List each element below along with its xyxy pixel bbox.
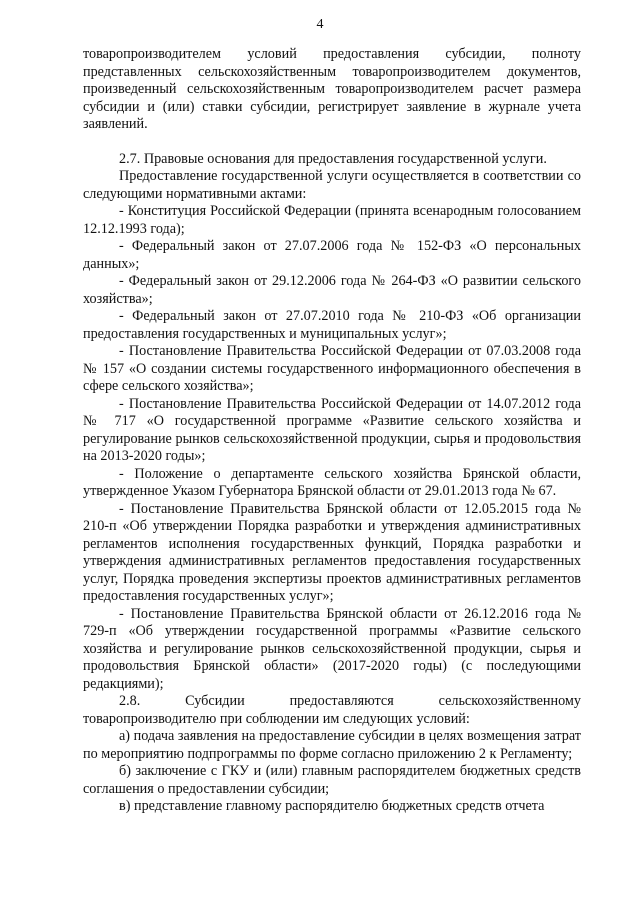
list-item-law-210: - Федеральный закон от 27.07.2010 года № 210-ФЗ «Об организации предоставления государственных и муниципальных услуг»; (83, 308, 581, 342)
condition-item-b: б) заключение с ГКУ и (или) главным распорядителем бюджетных средств соглашения о предоставлении субсидии; (83, 763, 581, 797)
section-heading-2-7: 2.7. Правовые основания для предоставления государственной услуги. (119, 150, 547, 167)
list-item-department-regulation: - Положение о департаменте сельского хозяйства Брянской области, утвержденное Указом Губернатора Брянской области от 29.01.2013 года № 67. (83, 465, 581, 499)
condition-item-c: в) представление главному распорядителю бюджетных средств отчета (119, 798, 545, 814)
list-item-resolution-729-p: - Постановление Правительства Брянской области от 26.12.2016 года № 729-п «Об утверждении государственной программы «Развитие сельского хозяйства и регулирование рынков сельскохозяйственной продукции, сырья и продовольствия Брянской области» (2017-2020 годы) (с последующими редакциями); (83, 605, 581, 692)
list-item-resolution-157: - Постановление Правительства Российской Федерации от 07.03.2008 года № 157 «О создании системы государственного информационного обеспечения в сфере сельского хозяйства»; (83, 343, 581, 394)
page-number: 4 (316, 17, 324, 32)
list-item-constitution: - Конституция Российской Федерации (принята всенародным голосованием 12.12.1993 года); (83, 203, 581, 237)
list-item-resolution-717: - Постановление Правительства Российской Федерации от 14.07.2012 года № 717 «О государственной программе «Развитие сельского хозяйства и регулирование рынков сельскохозяйственной продукции, сырья и продовольствия на 2013-2020 годы»; (83, 395, 581, 464)
paragraph-continuation: товаропроизводителем условий предоставления субсидии, полноту представленных сельскохозяйственным товаропроизводителем документов, произведенный сельскохозяйственным товаропроизводителем расчет размера субсидии и (или) ставки субсидии, регистрирует заявление в журнале учета заявлений. (83, 46, 581, 132)
condition-item-a: а) подача заявления на предоставление субсидии в целях возмещения затрат по мероприятию подпрограммы по форме согласно приложению 2 к Регламенту; (83, 728, 581, 762)
list-item-resolution-210-p: - Постановление Правительства Брянской области от 12.05.2015 года № 210-п «Об утверждении Порядка разработки и утверждения административных регламентов исполнения государственных функций, Порядка разработки и утверждения административных регламентов предоставления государственных услуг, Порядка проведения экспертизы проектов административных регламентов предоставления государственных услуг»; (83, 500, 581, 604)
section-heading-2-8: 2.8. Субсидии предоставляются сельскохозяйственному товаропроизводителю при соблюдении им следующих условий: (83, 693, 581, 727)
list-item-law-264: - Федеральный закон от 29.12.2006 года № 264-ФЗ «О развитии сельского хозяйства»; (83, 273, 581, 307)
paragraph-legal-basis-intro: Предоставление государственной услуги осуществляется в соответствии со следующими нормативными актами: (83, 168, 581, 202)
document-body (83, 46, 581, 816)
list-item-law-152: - Федеральный закон от 27.07.2006 года № 152-ФЗ «О персональных данных»; (83, 238, 581, 272)
